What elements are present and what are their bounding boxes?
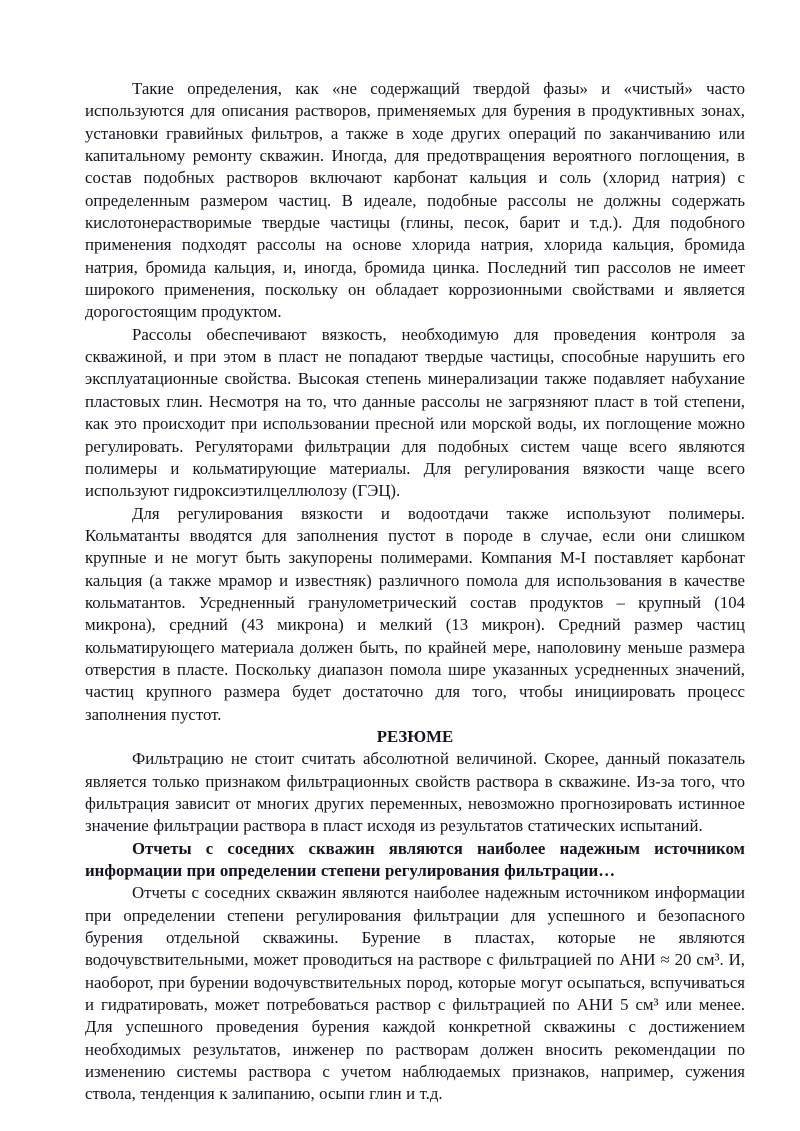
paragraph-filtration-value: Фильтрацию не стоит считать абсолютной величиной. Скорее, данный показатель является только признаком фильтрационных свойств раствора в скважине. Из-за того, что фильтрация зависит от многих других переменных, невозможно прогнозировать истинное значение фильтрации раствора в пласт исходя из результатов статических испытаний. xyxy=(85,749,745,836)
section-heading-resume: РЕЗЮМЕ xyxy=(376,726,454,746)
paragraph-polymers-bridging: Для регулирования вязкости и водоотдачи также используют полимеры. Кольматанты вводятся для заполнения пустот в породе в случае, если они слишком крупные и не могут быть закупорены полимерами. Компания M-I поставляет карбонат кальция (а также мрамор и известняк) различного помола для использования в качестве кольматантов. Усредненный гранулометрический состав продуктов – крупный (104 микрона), средний (43 микрона) и мелкий (13 микрон). Средний размер частиц кольматирующего материала должен быть, по крайней мере, наполовину меньше размера отверстия в пласте. Поскольку диапазон помола шире указанных усредненных значений, частиц крупного размера будет достаточно для того, чтобы инициировать процесс заполнения пустот. xyxy=(85,503,745,724)
paragraph-offset-wells-detail: Отчеты с соседних скважин являются наиболее надежным источником информации при определении степени регулирования фильтрации для успешного и безопасного бурения отдельной скважины. Бурение в пластах, которые не являются водочувствительными, может проводиться на растворе с фильтрацией по АНИ ≈ 20 см³. И, наоборот, при бурении водочувствительных пород, которые могут осыпаться, вспучиваться и гидратировать, может потребоваться раствор с фильтрацией по АНИ 5 см³ или менее. Для успешного проведения бурения каждой конкретной скважины с достижением необходимых результатов, инженер по растворам должен вносить рекомендации по изменению системы раствора с учетом наблюдаемых признаков, например, сужения ствола, тенденция к залипанию, осыпи глин и т.д. xyxy=(85,883,745,1104)
paragraph-brines-viscosity: Рассолы обеспечивают вязкость, необходимую для проведения контроля за скважиной, и при этом в пласт не попадают твердые частицы, способные нарушить его эксплуатационные свойства. Высокая степень минерализации также подавляет набухание пластовых глин. Несмотря на то, что данные рассолы не загрязняют пласт в той степени, как это происходит при использовании пресной или морской воды, их поглощение можно регулировать. Регуляторами фильтрации для подобных систем чаще всего являются полимеры и кольматирующие материалы. Для регулирования вязкости чаще всего используют гидроксиэтилцеллюлозу (ГЭЦ). xyxy=(85,324,745,501)
paragraph-offset-wells-bold: Отчеты с соседних скважин являются наиболее надежным источником информации при определении степени регулирования фильтрации… xyxy=(85,838,745,881)
paragraph-definitions: Такие определения, как «не содержащий твердой фазы» и «чистый» часто используются для описания растворов, применяемых для бурения в продуктивных зонах, установки гравийных фильтров, а также в ходе других операций по заканчиванию или капитальному ремонту скважин. Иногда, для предотвращения вероятного поглощения, в состав подобных растворов включают карбонат кальция и соль (хлорид натрия) с определенным размером частиц. В идеале, подобные рассолы не должны содержать кислотонерастворимые твердые частицы (глины, песок, барит и т.д.). Для подобного применения подходят рассолы на основе хлорида натрия, хлорида кальция, бромида натрия, бромида кальция, и, иногда, бромида цинка. Последний тип рассолов не имеет широкого применения, поскольку он обладает коррозионными свойствами и является дорогостоящим продуктом. xyxy=(85,79,745,322)
